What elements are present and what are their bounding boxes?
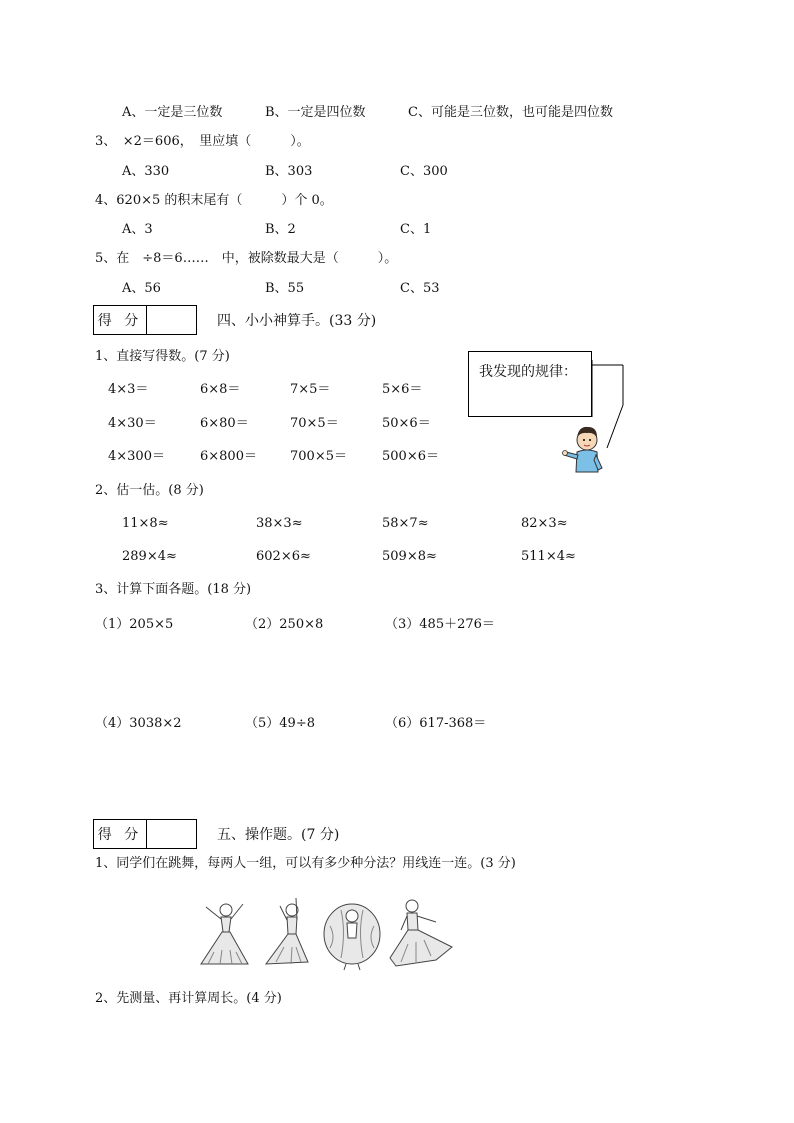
section4-title: 四、小小神算手。(33 分) [217,313,377,329]
estimate-item: 82×3≈ [521,516,568,531]
calc-item: 4×300＝ [108,449,165,464]
q5-option-a: A、56 [122,281,161,296]
calc-item: 6×80＝ [200,416,249,431]
calc-item: 7×5＝ [290,382,331,397]
calc-item: 700×5＝ [290,449,347,464]
s4-q2-title: 2、估一估。(8 分) [95,483,204,498]
q5-option-b: B、55 [265,281,305,296]
q4-option-b: B、2 [265,222,296,237]
dancer-2 [266,898,308,964]
q3-option-c: C、300 [400,164,448,179]
calc-item: 70×5＝ [290,416,339,431]
estimate-item: 58×7≈ [382,516,429,531]
dancer-3 [324,904,380,970]
calc-item: 6×8＝ [200,382,241,397]
q2-option-a: A、一定是三位数 [122,105,223,120]
dancer-1 [201,904,248,964]
score-label: 得 分 [94,820,147,848]
estimate-item: 289×4≈ [122,549,177,564]
q5-option-c: C、53 [400,281,440,296]
compute-item: （6）617-368＝ [385,716,487,731]
score-label: 得 分 [94,306,147,334]
compute-item: （4）3038×2 [95,716,182,731]
calc-item: 50×6＝ [382,416,431,431]
q4-stem: 4、620×5 的积末尾有（ ）个 0。 [95,193,333,208]
q4-option-a: A、3 [122,222,153,237]
section4-score-box [93,305,197,335]
rule-bubble-label: 我发现的规律： [479,364,577,380]
q2-option-b: B、一定是四位数 [265,105,366,120]
estimate-item: 509×8≈ [382,549,437,564]
estimate-item: 511×4≈ [521,549,576,564]
s5-q1-text: 1、同学们在跳舞，每两人一组，可以有多少种分法？用线连一连。(3 分) [95,856,516,871]
q3-option-b: B、303 [265,164,313,179]
calc-item: 4×3＝ [108,382,149,397]
compute-item: （5）49÷8 [245,716,315,731]
estimate-item: 38×3≈ [256,516,303,531]
dancers-illustration [196,892,458,972]
compute-item: （1）205×5 [95,617,174,632]
compute-item: （2）250×8 [245,617,324,632]
estimate-item: 602×6≈ [256,549,311,564]
s5-q2-text: 2、先测量、再计算周长。(4 分) [95,991,282,1006]
q3-stem: 3、 ×2＝606， 里应填（ ）。 [95,134,310,149]
q4-option-c: C、1 [400,222,432,237]
s4-q3-title: 3、计算下面各题。(18 分) [95,582,252,597]
score-input-cell[interactable] [147,306,196,334]
dancer-4 [390,900,452,966]
compute-item: （3）485＋276＝ [385,617,495,632]
q5-stem: 5、在 ÷8＝6…… 中，被除数最大是（ ）。 [95,251,398,266]
q2-option-c: C、可能是三位数，也可能是四位数 [408,105,613,120]
calc-item: 5×6＝ [382,382,423,397]
section5-score-box [93,819,197,849]
score-input-cell[interactable] [147,820,196,848]
calc-item: 4×30＝ [108,416,157,431]
estimate-item: 11×8≈ [122,516,169,531]
s4-q1-title: 1、直接写得数。(7 分) [95,349,230,364]
calc-item: 6×800＝ [200,449,257,464]
q3-option-a: A、330 [122,164,170,179]
calc-item: 500×6＝ [382,449,439,464]
boy-illustration [560,360,640,485]
section5-title: 五、操作题。(7 分) [217,827,340,843]
